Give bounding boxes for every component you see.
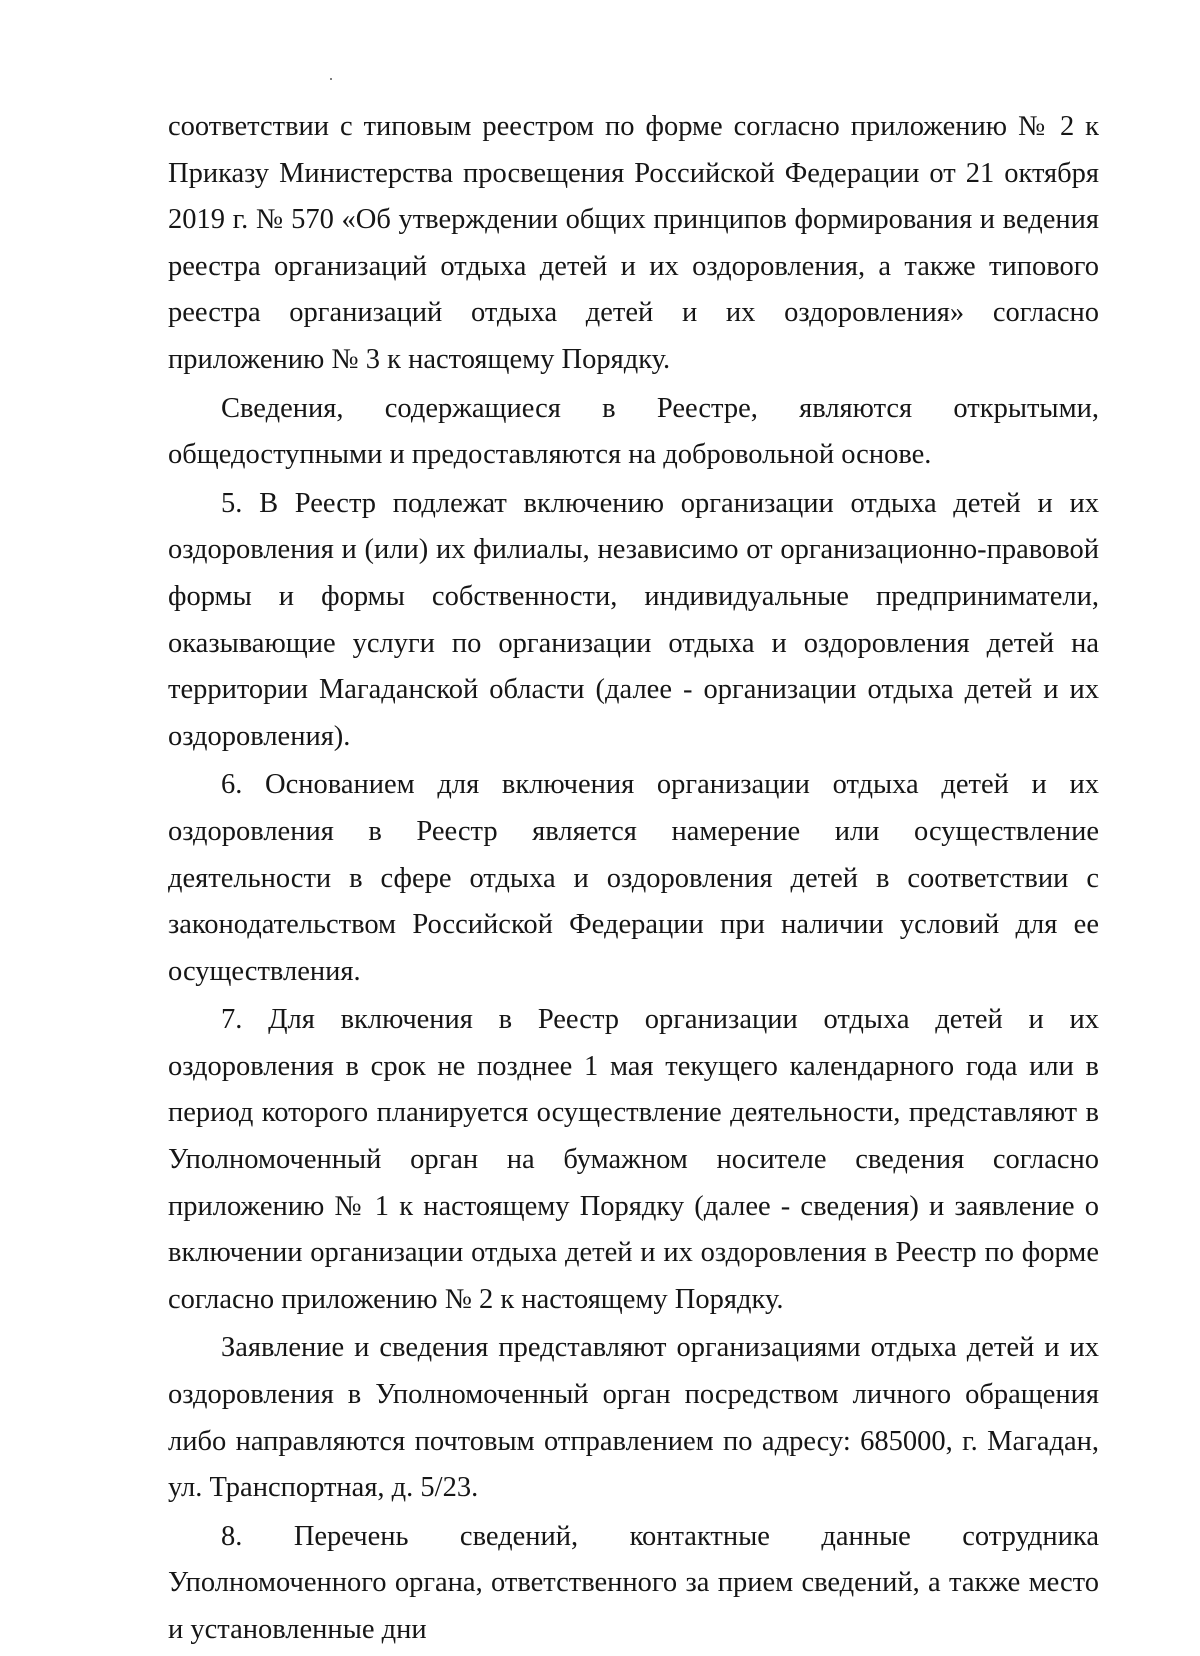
paragraph-registry-form: соответствии с типовым реестром по форме согласно приложению № 2 к Приказу Министерства просвещения Российской Федерации от 21 октября 2019 г. № 570 «Об утверждении общих принципов формирования и ведения реестра организаций отдыха детей и их оздоровления, а также типового реестра организаций отдыха детей и их оздоровления» согласно приложению № 3 к настоящему Порядку. <box>168 111 1099 375</box>
paragraph-item-6: 6. Основанием для включения организации отдыха детей и их оздоровления в Реестр является намерение или осуществление деятельности в сфере отдыха и оздоровления детей в соответствии с законодательством Российской Федерации при наличии условий для ее осуществления. <box>168 769 1099 987</box>
paragraph-item-7: 7. Для включения в Реестр организации отдыха детей и их оздоровления в срок не позднее 1 мая текущего календарного года или в период которого планируется осуществление деятельности, представляют в Уполномоченный орган на бумажном носителе сведения согласно приложению № 1 к настоящему Порядку (далее - сведения) и заявление о включении организации отдыха детей и их оздоровления в Реестр по форме согласно приложению № 2 к настоящему Порядку. <box>168 1004 1099 1315</box>
paragraph-item-8: 8. Перечень сведений, контактные данные сотрудника Уполномоченного органа, ответственного за прием сведений, а также место и установленные дни <box>168 1520 1099 1645</box>
document-body <box>168 104 1099 1656</box>
scan-speck <box>330 78 332 80</box>
paragraph-submission: Заявление и сведения представляют организациями отдыха детей и их оздоровления в Уполномоченный орган посредством личного обращения либо направляются почтовым отправлением по адресу: 685000, г. Магадан, ул. Транспортная, д. 5/23. <box>168 1332 1099 1504</box>
paragraph-open-data: Сведения, содержащиеся в Реестре, являются открытыми, общедоступными и предоставляются на добровольной основе. <box>168 392 1099 471</box>
paragraph-item-5: 5. В Реестр подлежат включению организации отдыха детей и их оздоровления и (или) их филиалы, независимо от организационно-правовой формы и формы собственности, индивидуальные предприниматели, оказывающие услуги по организации отдыха и оздоровления детей на территории Магаданской области (далее - организации отдыха детей и их оздоровления). <box>168 487 1099 752</box>
